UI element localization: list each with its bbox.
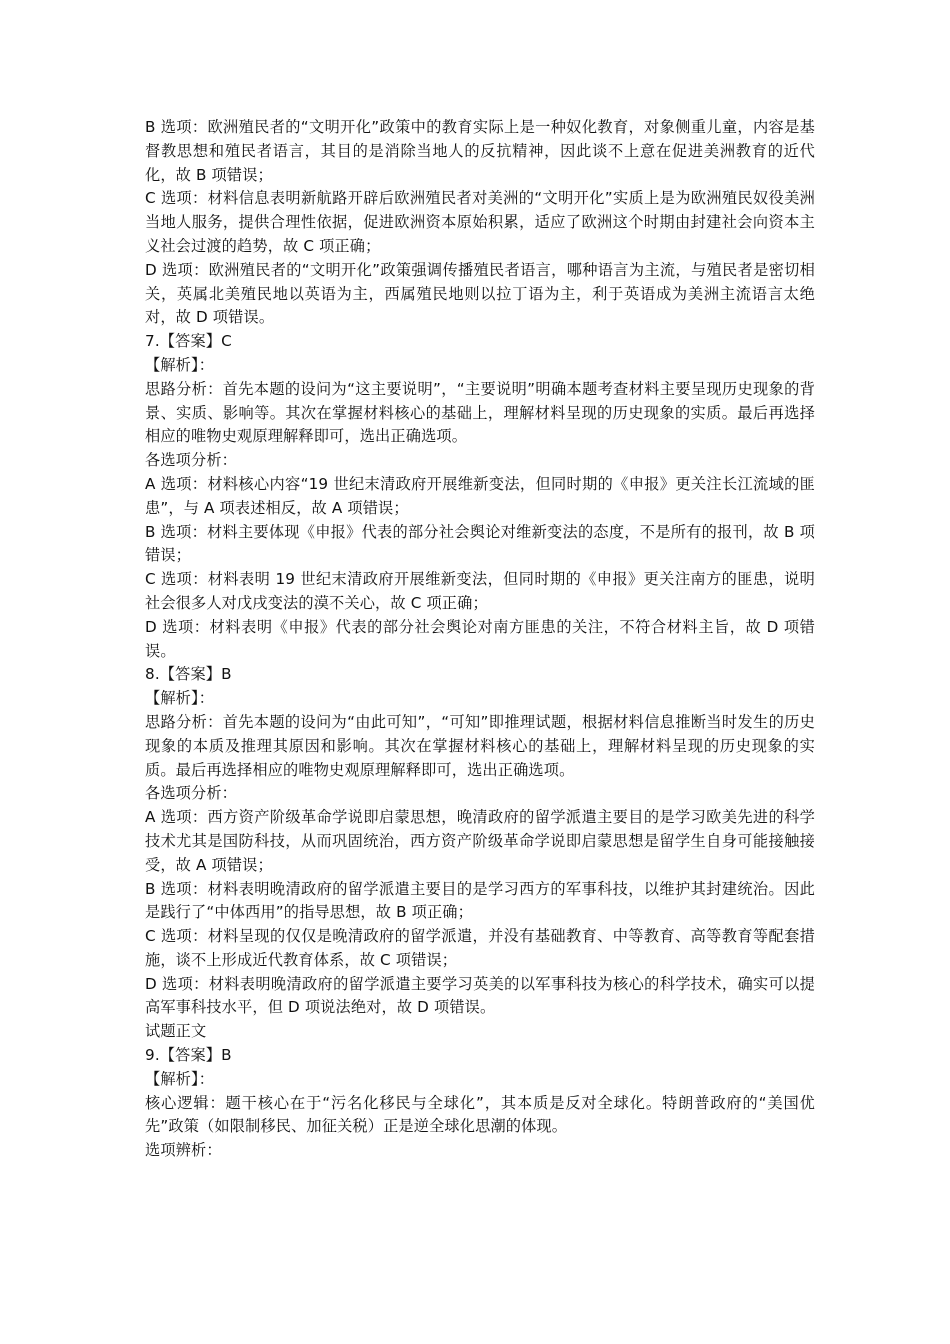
answer-7: 7.【答案】C xyxy=(145,332,232,351)
paragraph-option-a: A 选项：材料核心内容“19 世纪末清政府开展维新变法，但同时期的《申报》更关注长江流域的匪患”，与 A 项表述相反，故 A 项错误； xyxy=(145,474,815,517)
paragraph-option-d: D 选项：材料表明《申报》代表的部分社会舆论对南方匪患的关注，不符合材料主旨，故 D 项错误。 xyxy=(145,617,815,660)
options-discrimination-heading: 选项辨析： xyxy=(145,1141,222,1160)
paragraph-option-d: D 选项：欧洲殖民者的“文明开化”政策强调传播殖民者语言，哪种语言为主流，与殖民者是密切相关，英属北美殖民地以英语为主，西属殖民地则以拉丁语为主，利于英语成为美洲主流语言太绝对，故 D 项错误。 xyxy=(145,260,815,327)
reasoning-paragraph: 思路分析：首先本题的设问为“由此可知”，“可知”即推理试题，根据材料信息推断当时发生的历史现象的本质及推理其原因和影响。其次在掌握材料核心的基础上，理解材料呈现的历史现象的实质。最后再选择相应的唯物史观原理解释即可，选出正确选项。 xyxy=(145,712,815,779)
reasoning-paragraph: 思路分析：首先本题的设问为“这主要说明”，“主要说明”明确本题考查材料主要呈现历史现象的背景、实质、影响等。其次在掌握材料核心的基础上，理解材料呈现的历史现象的实质。最后再选择相应的唯物史观原理解释即可，选出正确选项。 xyxy=(145,379,815,446)
analysis-heading: 【解析】： xyxy=(145,689,215,708)
answer-9: 9.【答案】B xyxy=(145,1046,232,1065)
answer-8: 8.【答案】B xyxy=(145,665,232,684)
core-logic-paragraph: 核心逻辑：题干核心在于“污名化移民与全球化”，其本质是反对全球化。特朗普政府的“美国优先”政策（如限制移民、加征关税）正是逆全球化思潮的体现。 xyxy=(145,1093,815,1136)
document-body xyxy=(145,116,815,1163)
analysis-heading: 【解析】： xyxy=(145,1069,215,1088)
paragraph-option-c: C 选项：材料信息表明新航路开辟后欧洲殖民者对美洲的“文明开化”实质上是为欧洲殖民奴役美洲当地人服务，提供合理性依据，促进欧洲资本原始积累，适应了欧洲这个时期由封建社会向资本主义社会过渡的趋势，故 C 项正确； xyxy=(145,189,815,255)
analysis-heading: 【解析】： xyxy=(145,355,215,374)
paragraph-option-a: A 选项：西方资产阶级革命学说即启蒙思想，晚清政府的留学派遣主要目的是学习欧美先进的科学技术尤其是国防科技，从而巩固统治，西方资产阶级革命学说即启蒙思想是留学生自身可能接触接受，故 A 项错误； xyxy=(145,808,815,874)
paragraph-option-b: B 选项：材料主要体现《申报》代表的部分社会舆论对维新变法的态度，不是所有的报刊，故 B 项错误； xyxy=(145,522,815,565)
paragraph-option-b: B 选项：材料表明晚清政府的留学派遣主要目的是学习西方的军事科技，以维护其封建统治。因此是践行了“中体西用”的指导思想，故 B 项正确； xyxy=(145,879,815,922)
options-heading: 各选项分析： xyxy=(145,784,238,803)
options-heading: 各选项分析： xyxy=(145,451,238,470)
paragraph-option-d: D 选项：材料表明晚清政府的留学派遣主要学习英美的以军事科技为核心的科学技术，确实可以提高军事科技水平，但 D 项说法绝对，故 D 项错误。 xyxy=(145,974,815,1017)
question-body-label: 试题正文 xyxy=(145,1022,207,1041)
paragraph-option-c: C 选项：材料表明 19 世纪末清政府开展维新变法，但同时期的《申报》更关注南方的匪患，说明社会很多人对戊戌变法的漠不关心，故 C 项正确； xyxy=(145,570,815,612)
paragraph-option-c: C 选项：材料呈现的仅仅是晚清政府的留学派遣，并没有基础教育、中等教育、高等教育等配套措施，谈不上形成近代教育体系，故 C 项错误； xyxy=(145,927,815,969)
paragraph-option-b: B 选项：欧洲殖民者的“文明开化”政策中的教育实际上是一种奴化教育，对象侧重儿童，内容是基督教思想和殖民者语言，其目的是消除当地人的反抗精神，因此谈不上意在促进美洲教育的近代化，故 B 项错误； xyxy=(145,118,815,184)
